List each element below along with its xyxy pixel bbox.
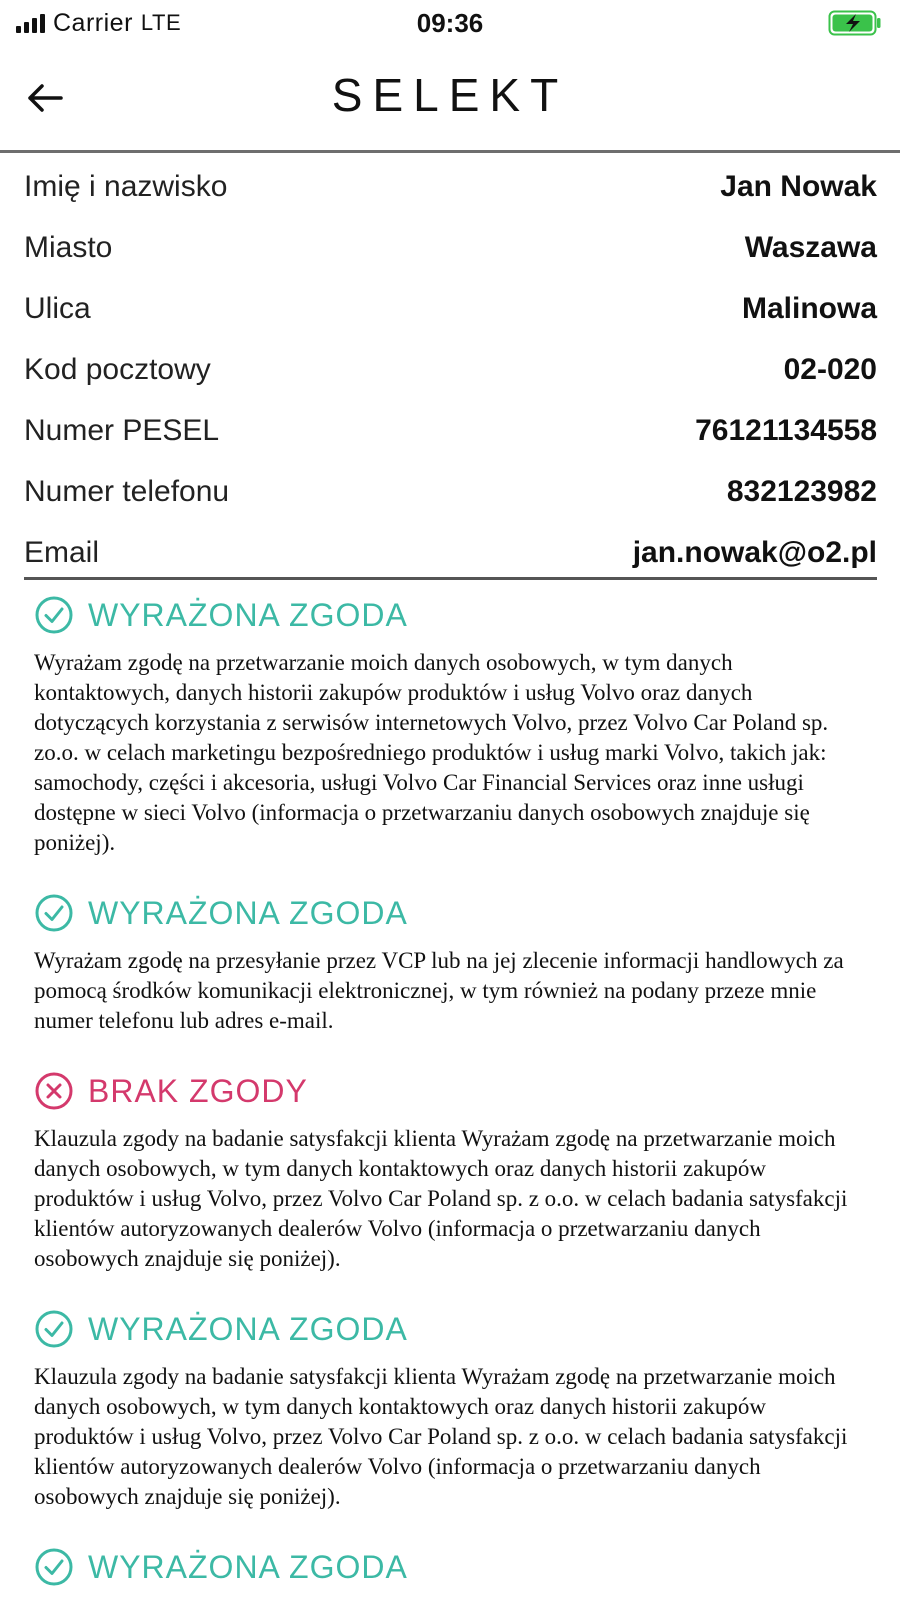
detail-value: Waszawa <box>744 230 877 264</box>
detail-row-email <box>24 522 877 583</box>
detail-label: Kod pocztowy <box>24 352 211 386</box>
consent-item <box>34 888 874 1036</box>
consent-text: Klauzula zgody na badanie satysfakcji klienta Wyrażam zgodę na przetwarzanie moich danych osobowych, w tym danych kontaktowych oraz danych historii zakupów produktów i usług Volvo, przez Volvo Car Poland sp. z o.o. w celach badania satysfakcji klientów autoryzowanych dealerów Volvo (informacja o przetwarzaniu danych osobowych znajduje się poniżej). <box>34 1126 848 1271</box>
detail-value: Malinowa <box>741 291 877 325</box>
consent-status: WYRAŻONA ZGODA <box>88 1310 408 1347</box>
check-circle-icon <box>34 1547 74 1587</box>
detail-label: Numer PESEL <box>24 413 220 447</box>
detail-label: Imię i nazwisko <box>24 169 228 203</box>
check-circle-icon <box>34 595 74 635</box>
consent-status: BRAK ZGODY <box>88 1072 308 1109</box>
carrier-name: Carrier <box>53 8 133 37</box>
consent-item <box>34 1542 874 1592</box>
consent-header <box>34 1066 874 1116</box>
consent-text: Wyrażam zgodę na przetwarzanie moich danych osobowych, w tym danych kontaktowych, danych historii zakupów produktów i usług Volvo oraz danych dotyczących korzystania z serwisów internetowych Volvo, przez Volvo Car Poland sp. zo.o. w celach marketingu bezpośredniego produktów i usług marki Volvo, takich jak: samochody, części i akcesoria, usługi Volvo Car Financial Services oraz inne usługi dostępne w sieci Volvo (informacja o przetwarzaniu danych osobowych znajduje się poniżej). <box>34 650 829 855</box>
detail-value: 76121134558 <box>695 413 877 447</box>
detail-value: Jan Nowak <box>720 169 877 203</box>
consent-status: WYRAŻONA ZGODA <box>88 1548 408 1585</box>
consent-header <box>34 1304 874 1354</box>
check-circle-icon <box>34 893 74 933</box>
detail-row-city <box>24 217 877 278</box>
detail-label: Email <box>24 535 100 569</box>
detail-row-postal-code <box>24 339 877 400</box>
network-type: LTE <box>140 10 182 35</box>
check-circle-icon <box>34 1309 74 1349</box>
consent-item <box>34 1066 874 1274</box>
detail-label: Ulica <box>24 291 91 325</box>
consent-status: WYRAŻONA ZGODA <box>88 894 408 931</box>
detail-label: Miasto <box>24 230 113 264</box>
detail-value: jan.nowak@o2.pl <box>632 535 877 569</box>
detail-value: 02-020 <box>783 352 877 386</box>
x-circle-icon <box>34 1071 74 1111</box>
navigation-bar <box>0 48 900 150</box>
detail-label: Numer telefonu <box>24 474 230 508</box>
detail-value: 832123982 <box>726 474 877 508</box>
consent-status: WYRAŻONA ZGODA <box>88 596 408 633</box>
consents-list <box>34 590 874 1622</box>
status-time: 09:36 <box>416 8 484 38</box>
consent-text: Wyrażam zgodę na przesyłanie przez VCP lub na jej zlecenie informacji handlowych za pomocą środków komunikacji elektronicznej, w tym również na podany przeze mnie numer telefonu lub adres e-mail. <box>34 948 844 1033</box>
detail-row-name <box>24 156 877 217</box>
status-bar <box>0 0 900 48</box>
header-divider <box>0 150 900 153</box>
consent-item <box>34 1304 874 1512</box>
consent-item <box>34 590 874 858</box>
consent-header <box>34 1542 874 1592</box>
detail-row-phone <box>24 461 877 522</box>
detail-row-street <box>24 278 877 339</box>
details-divider <box>24 577 877 580</box>
consent-text: Klauzula zgody na badanie satysfakcji klienta Wyrażam zgodę na przetwarzanie moich danych osobowych, w tym danych kontaktowych oraz danych historii zakupów produktów i usług Volvo, przez Volvo Car Poland sp. z o.o. w celach badania satysfakcji klientów autoryzowanych dealerów Volvo (informacja o przetwarzaniu danych osobowych znajduje się poniżej). <box>34 1364 848 1509</box>
consent-header <box>34 888 874 938</box>
page-title: SELEKT <box>331 69 569 121</box>
battery-charging-icon <box>828 10 882 41</box>
consent-header <box>34 590 874 640</box>
detail-row-pesel <box>24 400 877 461</box>
personal-details-list <box>24 156 877 583</box>
